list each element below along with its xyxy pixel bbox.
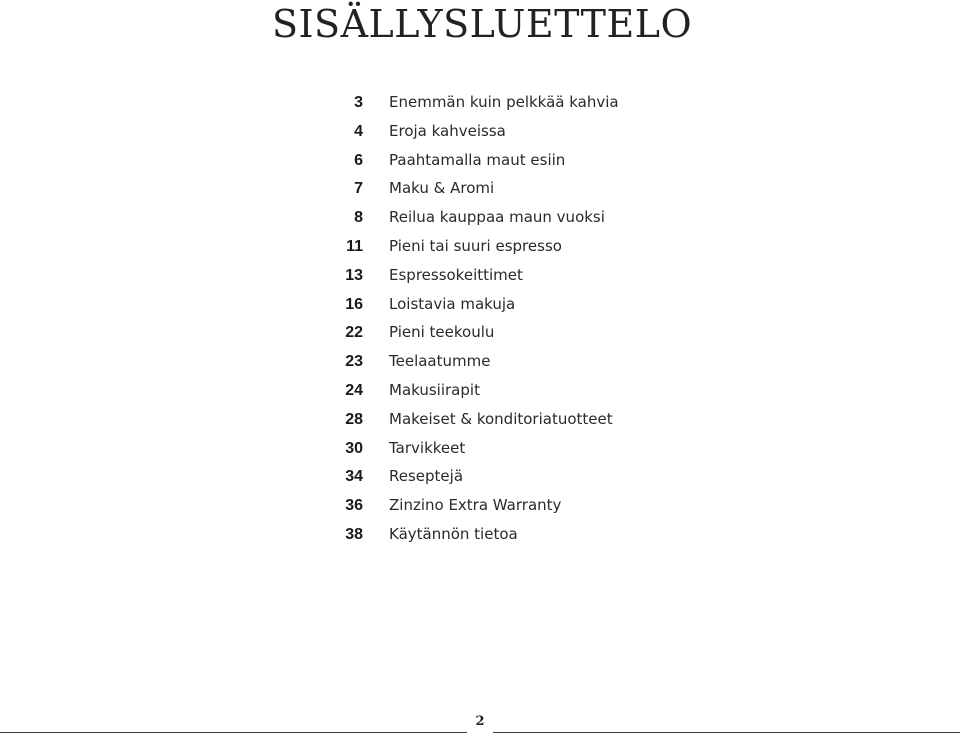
toc-entry[interactable] — [300, 318, 720, 347]
toc-entry[interactable] — [300, 174, 720, 203]
toc-entry-title: Zinzino Extra Warranty — [389, 496, 562, 515]
toc-page-number: 24 — [345, 381, 363, 399]
toc-entry[interactable] — [300, 405, 720, 434]
footer-divider-left — [0, 732, 467, 733]
toc-page-number: 30 — [345, 439, 363, 457]
toc-page-number: 7 — [354, 180, 363, 198]
toc-entry-title: Loistavia makuja — [389, 294, 516, 313]
toc-entry[interactable] — [300, 117, 720, 146]
toc-page-number: 23 — [345, 353, 363, 371]
toc-entry-title: Paahtamalla maut esiin — [389, 150, 566, 169]
toc-page-number: 11 — [346, 237, 363, 255]
toc-entry-title: Käytännön tietoa — [389, 524, 518, 543]
toc-entry-title: Tarvikkeet — [389, 438, 466, 457]
toc-entry-title: Reilua kauppaa maun vuoksi — [389, 208, 605, 227]
toc-page-number: 6 — [354, 151, 363, 169]
toc-entry[interactable] — [300, 491, 720, 520]
table-of-contents — [300, 88, 720, 549]
page-number: 2 — [475, 714, 485, 729]
toc-entry[interactable] — [300, 203, 720, 232]
toc-entry-title: Makeiset & konditoriatuotteet — [389, 409, 613, 428]
toc-entry[interactable] — [300, 462, 720, 491]
toc-page-number: 28 — [345, 410, 363, 428]
toc-entry[interactable] — [300, 232, 720, 261]
toc-entry[interactable] — [300, 88, 720, 117]
toc-entry-title: Enemmän kuin pelkkää kahvia — [389, 93, 619, 111]
toc-entry-title: Espressokeittimet — [389, 265, 523, 284]
toc-entry-title: Teelaatumme — [389, 352, 491, 371]
toc-entry-title: Pieni teekoulu — [389, 323, 495, 342]
toc-page-number: 22 — [345, 324, 363, 342]
toc-entry[interactable] — [300, 146, 720, 175]
toc-page-number: 34 — [345, 468, 363, 486]
toc-entry[interactable] — [300, 520, 720, 549]
toc-entry-title: Eroja kahveissa — [389, 121, 506, 140]
toc-entry-title: Pieni tai suuri espresso — [389, 236, 562, 255]
toc-page-number: 36 — [345, 497, 363, 515]
toc-entry[interactable] — [300, 347, 720, 376]
toc-entry-title: Makusiirapit — [389, 380, 480, 399]
toc-page-number: 3 — [354, 94, 363, 111]
page-title: SISÄLLYSLUETTELO — [272, 2, 693, 46]
toc-entry[interactable] — [300, 434, 720, 463]
toc-page-number: 4 — [354, 122, 363, 140]
toc-page-number: 13 — [345, 266, 363, 284]
toc-page-number: 16 — [345, 295, 363, 313]
toc-page-number: 8 — [354, 209, 363, 227]
toc-entry[interactable] — [300, 261, 720, 290]
toc-entry[interactable] — [300, 376, 720, 405]
toc-page-number: 38 — [345, 525, 363, 543]
toc-entry-title: Reseptejä — [389, 467, 464, 486]
toc-entry-title: Maku & Aromi — [389, 179, 495, 198]
toc-entry[interactable] — [300, 290, 720, 319]
footer-divider-right — [493, 732, 960, 733]
